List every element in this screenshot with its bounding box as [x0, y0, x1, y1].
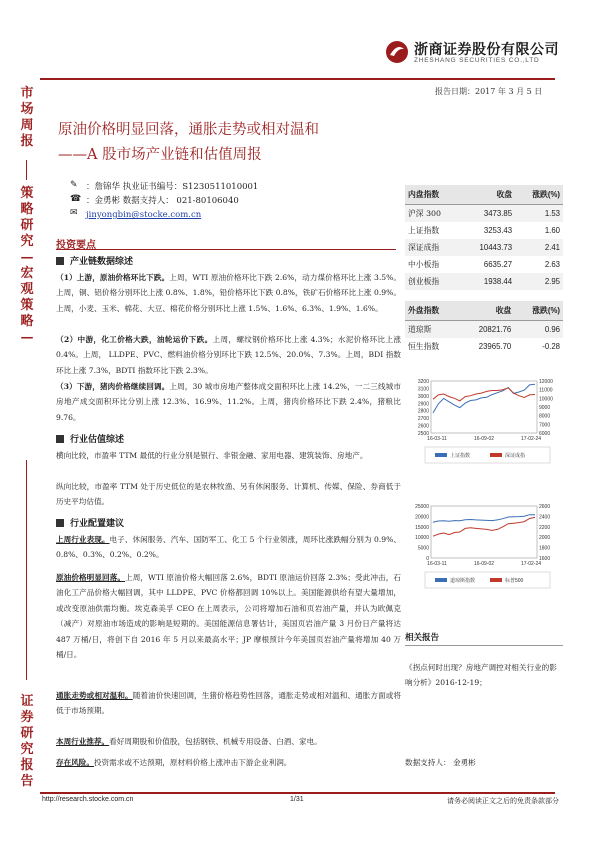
mail-icon: ✉ [70, 208, 78, 218]
table-header: 涨跌(%) [514, 301, 563, 321]
para-lead: 存在风险。 [56, 758, 94, 767]
paragraph-recommendation [56, 734, 401, 749]
y-left-tick-label: 15000 [415, 524, 429, 531]
investment-highlights-title: 投资要点 [56, 240, 96, 251]
para-lead: 上周行业表现。 [56, 535, 110, 544]
y-left-tick-label: 25000 [415, 504, 429, 510]
x-tick-label: 16-09-02 [473, 561, 495, 567]
foreign-index-chart [405, 502, 563, 597]
side-rule [26, 460, 27, 680]
index-change: 1.53 [515, 205, 563, 223]
table-header: 外盘指数 [405, 301, 459, 321]
y-right-tick-label: 1600 [539, 556, 551, 562]
header-rule [40, 78, 555, 80]
legend-swatch [490, 578, 502, 582]
side-rule [26, 160, 27, 180]
para-text: 上周，WTI 原油价格环比下跌 2.6%，动力煤价格环比上涨 3.5%。上周，铜、铝价格分别环比上涨 0.8%、1.8%，铅价格环比下跌 0.8%，铁矿石价格环比上涨 0.9%。上周，小麦、玉米、棉花、大豆、棉花价格分别环比上涨 1.5%、1.6%、6.3%、1.9%、1.6%。 [56, 273, 401, 313]
para-lead: 原油价格明显回落。 [56, 573, 126, 582]
y-right-tick-label: 9000 [539, 405, 551, 411]
paragraph-oil [56, 570, 401, 662]
related-reports-heading: 相关报告 [405, 631, 563, 646]
company-name-cn: 浙商证券股份有限公司 [414, 42, 559, 58]
index-change: -0.28 [542, 342, 560, 351]
para-lead: 通胀走势或相对温和。 [56, 691, 133, 700]
y-right-tick-label: 1800 [539, 545, 551, 552]
y-left-tick-label: 2800 [417, 408, 429, 415]
para-text: 电子、休闲服务、汽车、国防军工、化工 5 个行业领涨，周环比涨跌幅分别为 0.9%、0.8%、0.3%、0.2%、0.2%。 [56, 535, 401, 560]
company-logo [384, 38, 559, 68]
y-left-tick-label: 10000 [415, 535, 429, 542]
legend-label: 道琼斯指数 [450, 578, 476, 584]
index-name: 中小板指 [408, 260, 440, 269]
report-date: 报告日期：2017 年 3 月 5 日 [435, 87, 543, 96]
company-name-en: ZHESHANG SECURITIES CO.,LTD [414, 57, 540, 64]
para-lead: 本周行业推荐。 [56, 737, 110, 746]
para-lead: （3）下游，猪肉价格继续回调。 [56, 382, 170, 391]
y-left-tick-label: 2600 [417, 423, 429, 430]
series-line [433, 384, 535, 413]
series-line [433, 515, 535, 523]
legend-label: 深证成指 [505, 453, 526, 459]
index-close: 3473.85 [460, 205, 515, 223]
chart-svg [405, 502, 563, 597]
para-text: 看好周期股和价值股，包括钢铁、机械专用设备、白酒、家电。 [109, 737, 322, 746]
index-change: 1.60 [544, 226, 560, 235]
phone-icon: ☎ [70, 194, 82, 204]
index-change: 0.96 [514, 321, 563, 339]
index-close: 20821.76 [459, 321, 515, 339]
analyst-line: ：詹锦华 执业证书编号：S1230511010001 [86, 182, 259, 192]
table-header: 收盘 [459, 301, 515, 321]
index-name: 深证成指 [405, 239, 460, 256]
index-name: 恒生指数 [408, 342, 440, 351]
y-right-tick-label: 7000 [539, 422, 551, 429]
y-right-tick-label: 2600 [539, 504, 551, 510]
y-left-tick-label: 3000 [417, 393, 429, 400]
y-left-tick-label: 3200 [417, 379, 429, 385]
foreign-index-table [405, 301, 563, 355]
logo-mark-icon [384, 40, 410, 64]
para-lead: （2）中游，化工价格大跌，油轮运价下跌。 [56, 335, 213, 344]
paragraph-midstream [56, 332, 401, 378]
series-line [433, 388, 535, 401]
para-text: 上周，30 城市房地产整体成交面积环比上涨 14.2%，一二三线城市房地产成交面积环比分别上涨 12.3%、16.9%、11.2%。上周，猪肉价格环比下跌 2.4%，猪粮比 9.76。 [56, 382, 401, 422]
index-close: 1938.44 [460, 273, 515, 290]
x-tick-label: 16-09-02 [473, 436, 495, 442]
index-change: 2.41 [515, 239, 563, 256]
y-right-tick-label: 12000 [539, 379, 553, 385]
table-row [405, 256, 563, 273]
subheading-allocation: 行业配置建议 [56, 516, 124, 529]
paragraph-risk [56, 755, 401, 770]
side-label-category: 策略研究—宏观策略— [20, 186, 34, 345]
chart-svg [405, 377, 563, 472]
index-name: 沪深 300 [405, 205, 460, 223]
y-left-tick-label: 2900 [417, 401, 429, 408]
index-close: 6635.27 [483, 260, 513, 269]
domestic-index-table [405, 185, 563, 290]
y-right-tick-label: 8000 [539, 413, 551, 420]
para-lead: （1）上游，原油价格环比下跌。 [56, 273, 170, 282]
table-row [405, 239, 563, 256]
index-close: 10443.73 [460, 239, 515, 256]
plot-frame [431, 381, 537, 433]
y-left-tick-label: 2500 [417, 431, 429, 437]
footer-url-link[interactable]: http://research.stocke.com.cn [42, 796, 134, 803]
para-text: 上周，WTI 原油价格大幅回落 2.6%，BDTI 原油运价回落 2.3%；受此冲击，石油化工产品价格大幅回调，其中 LLDPE、PVC 价格都回调 10%以上。美国能源供给有望大量增加，或改变原油供需均衡。埃克森美孚 CEO 在上周表示，公司将增加石油和页岩油产量，并认为欧佩克（减产）对原油市场造成的影响是短期的。美国能源信息署估计，美国页岩油产量 3 月份日产量将达 487 万桶/日，将创下自 2016 年 5 月以来最高水平；JP 摩根预计今年美国页岩油产量将增加 40 万桶/日。 [56, 573, 401, 660]
support-line: ：金勇彬 数据支持人： 021-80106040 [86, 196, 239, 206]
y-left-tick-label: 0 [426, 556, 429, 562]
legend-swatch [490, 453, 502, 457]
subheading-valuation: 行业估值综述 [56, 432, 124, 445]
para-text: 上周，螺纹钢价格环比上涨 4.3%；水泥价格环比上涨 0.4%。上周， LLDPE、PVC、燃料油价格分别环比下跌 12.5%、20.0%、7.3%。上周，BDI 指数环比上涨 7.3%，BDTI 指数环比下跌 2.3%。 [56, 335, 401, 375]
section-rule [56, 249, 396, 250]
y-right-tick-label: 11000 [539, 387, 553, 394]
table-header: 涨跌(%) [515, 185, 563, 205]
legend-swatch [435, 578, 447, 582]
footer-rule [40, 792, 555, 794]
x-tick-label: 17-02-24 [520, 561, 542, 567]
domestic-index-chart [405, 377, 563, 472]
x-tick-label: 16-03-11 [427, 561, 447, 567]
paragraph-inflation [56, 688, 401, 719]
y-left-tick-label: 5000 [417, 545, 429, 552]
legend-label: 上证指数 [450, 453, 471, 459]
side-label-weekly: 市场周报 [20, 86, 34, 149]
table-row [405, 222, 563, 239]
page-number: 1/31 [290, 796, 304, 803]
index-change: 2.63 [544, 260, 560, 269]
x-tick-label: 17-02-24 [520, 436, 542, 442]
para-text: 随着油价快速回调，生猪价格趋势性回落，通胀走势或相对温和、通胀方面或将低于市场预期。 [56, 691, 402, 716]
y-right-tick-label: 6000 [539, 431, 551, 437]
author-email-link[interactable]: jinyongbin@stocke.com.cn [86, 210, 202, 220]
legend-swatch [435, 453, 447, 457]
paragraph-downstream [56, 379, 401, 425]
paragraph-weekly-performance [56, 532, 401, 563]
index-change: 2.95 [515, 273, 563, 290]
legend-label: 标普500 [505, 578, 524, 584]
table-row [405, 273, 563, 290]
table-header: 内盘指数 [405, 185, 460, 205]
plot-frame [431, 506, 537, 558]
subheading-industry-chain: 产业链数据综述 [56, 254, 133, 267]
y-right-tick-label: 10000 [539, 396, 553, 403]
table-row [405, 205, 563, 223]
footer-disclaimer: 请务必阅读正文之后的免责条款部分 [447, 797, 559, 805]
paragraph-valuation-horizontal: 横向比较，市盈率 TTM 最低的行业分别是银行、非银金融、家用电器、建筑装饰、房地产。 [56, 451, 368, 460]
index-close: 23965.70 [478, 342, 512, 351]
y-right-tick-label: 2200 [539, 524, 551, 531]
section-heading [56, 236, 396, 250]
para-text: 投资需求或不达预期，原材料价格上涨冲击下游企业利润。 [93, 758, 292, 767]
report-subtitle: ——A 股市场产业链和估值周报 [58, 147, 262, 163]
pen-icon: ✎ [70, 180, 78, 190]
table-row [405, 321, 563, 339]
data-support-line: 数据支持人： 金勇彬 [405, 758, 476, 767]
bullet-square-icon [56, 257, 64, 265]
index-close: 3253.43 [483, 226, 513, 235]
index-name: 道琼斯 [405, 321, 459, 339]
paragraph-valuation-vertical: 纵向比较，市盈率 TTM 处于历史低位的是农林牧渔、另有休闲服务、计算机、传媒、保险、券商低于历史平均估值。 [56, 482, 401, 507]
bullet-square-icon [56, 435, 64, 443]
y-left-tick-label: 3100 [417, 386, 429, 393]
y-right-tick-label: 2400 [539, 514, 551, 521]
y-left-tick-label: 20000 [415, 514, 429, 521]
index-name: 上证指数 [408, 226, 440, 235]
y-right-tick-label: 2000 [539, 535, 551, 542]
index-name: 创业板指 [405, 273, 460, 290]
table-row [405, 338, 563, 355]
report-title: 原油价格明显回落，通胀走势或相对温和 [58, 122, 319, 138]
y-left-tick-label: 2700 [417, 416, 429, 423]
bullet-square-icon [56, 519, 64, 527]
related-report-link[interactable]: 《拐点何时出现？房地产调控对相关行业的影响分析》2016-12-19； [405, 663, 557, 687]
x-tick-label: 16-03-11 [427, 436, 447, 442]
side-label-report-type: 证券研究报告 [20, 694, 34, 789]
table-header: 收盘 [460, 185, 515, 205]
paragraph-upstream [56, 270, 401, 316]
